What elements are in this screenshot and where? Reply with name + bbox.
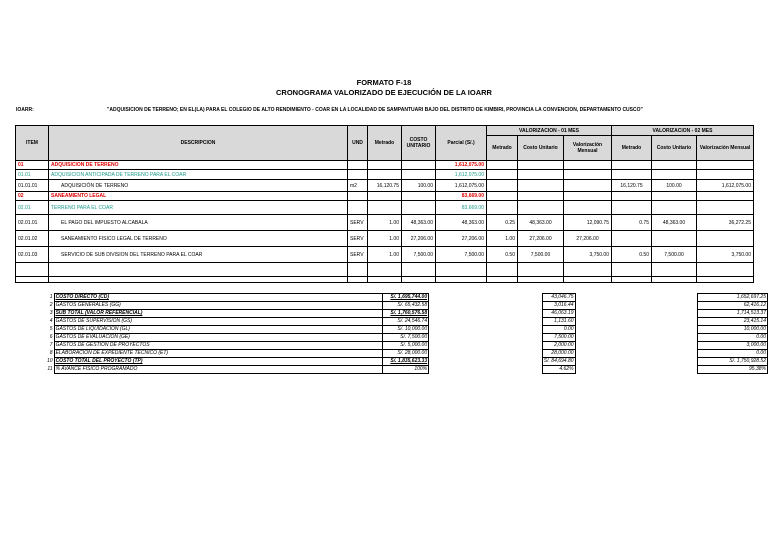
row-m2-cu: 7,500.00: [652, 247, 697, 263]
row-item: 02.01: [16, 201, 49, 215]
summary-total: S/. 28,000.00: [382, 350, 428, 358]
summary-month1: S/. 84,694.80: [543, 358, 574, 364]
summary-month2: 10,000.00: [698, 326, 768, 334]
summary-number: 8: [49, 350, 53, 356]
row-parcial: 1,612,075.00: [436, 180, 487, 192]
row-und: SERV: [348, 215, 368, 231]
summary-spacer: [575, 318, 698, 326]
summary-spacer: [429, 302, 543, 310]
row-metrado: 1.00: [368, 247, 402, 263]
summary-month1: 0.00: [542, 326, 575, 334]
table-row-empty: [16, 277, 754, 283]
row-item: 01: [16, 161, 49, 170]
summary-spacer: [429, 310, 543, 318]
table-row: [16, 170, 754, 180]
row-desc: ADQUISICION DE TERRENO: [49, 161, 348, 170]
summary-label: ELABORACIÓN DE EXPEDIENTE TÉCNICO (ET): [54, 350, 382, 358]
summary-month1: 3,016.44: [542, 302, 575, 310]
table-row: [16, 180, 754, 192]
row-metrado: [368, 201, 402, 215]
summary-month1: 28,000.00: [542, 350, 575, 358]
summary-label: COSTO TOTAL DEL PROYECTO (TP): [54, 358, 382, 366]
summary-row: [46, 294, 768, 302]
row-m1-val: 27,206.00: [564, 231, 612, 247]
row-m1-metrado: 0.50: [487, 247, 518, 263]
summary-row: [46, 342, 768, 350]
row-m2-val: 3,750.00: [697, 247, 754, 263]
table-row: [16, 247, 754, 263]
summary-spacer: [575, 326, 698, 334]
row-desc: SANEAMIENTO FISICO LEGAL DE TERRENO: [49, 231, 348, 247]
row-m1-cu: [518, 180, 564, 192]
summary-label: % AVANCE FISICO PROGRAMADO: [54, 366, 382, 374]
summary-row: [46, 318, 768, 326]
row-desc: SANEAMIENTO LEGAL: [49, 192, 348, 201]
summary-total: S/. 1,835,623.33: [382, 358, 428, 366]
summary-label: COSTO DIRECTO (CD): [54, 294, 382, 302]
summary-month2: 95.38%: [698, 366, 768, 374]
row-m2-metrado: 0.50: [612, 247, 652, 263]
col-mes2-valorizacion: Valorización Mensual: [697, 136, 754, 161]
row-item: 02.01.02: [16, 231, 49, 247]
col-costo-unitario: COSTO UNITARIO: [402, 126, 436, 161]
col-item: ITEM: [16, 126, 49, 161]
summary-number: 6: [49, 334, 53, 340]
summary-row: [46, 310, 768, 318]
table-row: [16, 192, 754, 201]
summary-label: SUB TOTAL (VALOR REFERENCIAL): [54, 310, 382, 318]
row-metrado: 1.00: [368, 215, 402, 231]
summary-row: [46, 326, 768, 334]
summary-total: S/. 7,500.00: [382, 334, 428, 342]
summary-total: S/. 5,000.00: [382, 342, 428, 350]
row-metrado: [368, 192, 402, 201]
row-und: SERV: [348, 231, 368, 247]
col-und: UND: [348, 126, 368, 161]
summary-spacer: [575, 350, 698, 358]
row-m2-cu: [652, 231, 697, 247]
row-parcial: 48,363.00: [436, 215, 487, 231]
row-m2-val: 1,612,075.00: [697, 180, 754, 192]
summary-month1: 46,063.19: [542, 310, 575, 318]
summary-number: 5: [49, 326, 53, 332]
summary-number: 1: [49, 294, 53, 300]
summary-total: S/. 1,760,576.58: [382, 310, 428, 318]
row-desc: SERVICIO DE SUB DIVISION DEL TERRENO PARA EL COAR: [49, 247, 348, 263]
summary-number: 11: [47, 366, 53, 372]
row-cu: [402, 161, 436, 170]
row-und: [348, 170, 368, 180]
summary-month1: 1,131.60: [542, 318, 575, 326]
summary-spacer: [429, 318, 543, 326]
row-cu: [402, 170, 436, 180]
summary-spacer: [429, 342, 543, 350]
row-m1-metrado: 1.00: [487, 231, 518, 247]
summary-number: 7: [49, 342, 53, 348]
table-row: [16, 161, 754, 170]
summary-row: [46, 358, 768, 366]
col-mes2-metrado: Metrado: [612, 136, 652, 161]
summary-spacer: [429, 366, 543, 374]
summary-row: [46, 334, 768, 342]
summary-month2: 1,652,697.25: [698, 294, 768, 302]
summary-number: 3: [49, 310, 53, 316]
row-und: [348, 161, 368, 170]
row-cu: 48,363.00: [402, 215, 436, 231]
col-mes1-metrado: Metrado: [487, 136, 518, 161]
summary-spacer: [429, 350, 543, 358]
row-parcial: 7,500.00: [436, 247, 487, 263]
row-cu: 100.00: [402, 180, 436, 192]
summary-month2: 0.00: [698, 350, 768, 358]
summary-month2: 1,714,513.37: [698, 310, 768, 318]
table-row-empty: [16, 263, 754, 277]
ioarr-value: "ADQUISICION DE TERRENO; EN EL(LA) PARA EL COLEGIO DE ALTO RENDIMIENTO - COAR EN LA LOCALIDAD DE SAMPANTUARI BAJO DEL DISTRITO DE KIMBIRI, PROVINCIA LA CONVENCION, DEPARTAMENTO CUSCO": [107, 107, 643, 113]
row-m1-metrado: [487, 180, 518, 192]
row-m1-cu: 27,206.00: [518, 231, 564, 247]
row-metrado: 1.00: [368, 231, 402, 247]
row-cu: 27,206.00: [402, 231, 436, 247]
row-m2-metrado: [612, 231, 652, 247]
row-m1-cu: 7,500.00: [518, 247, 564, 263]
table-row: [16, 201, 754, 215]
row-parcial: 83,669.00: [436, 192, 487, 201]
row-desc: ADQUISICIÓN DE TERRENO: [49, 180, 348, 192]
row-parcial: 1,612,075.00: [436, 170, 487, 180]
summary-spacer: [429, 294, 543, 302]
summary-month1: 43,046.75: [542, 294, 575, 302]
row-m1-val: 3,750.00: [564, 247, 612, 263]
row-item: 01.01.01: [16, 180, 49, 192]
summary-total: S/. 1,695,744.00: [382, 294, 428, 302]
row-und: [348, 192, 368, 201]
row-metrado: [368, 161, 402, 170]
summary-row: [46, 302, 768, 310]
summary-label: GASTOS DE EVALUACIÓN (GE): [54, 334, 382, 342]
col-parcial: Parcial (S/.): [436, 126, 487, 161]
row-cu: [402, 201, 436, 215]
summary-label: GASTOS DE LIQUIDACION (GL): [54, 326, 382, 334]
col-mes2: VALORIZACION - 02 MES: [612, 126, 754, 136]
table-row: [16, 215, 754, 231]
summary-number: 10: [47, 358, 53, 364]
summary-month1: 7,500.00: [542, 334, 575, 342]
col-descripcion: DESCRIPCION: [49, 126, 348, 161]
summary-spacer: [429, 334, 543, 342]
summary-month1: 2,000.00: [542, 342, 575, 350]
row-desc: EL PAGO DEL IMPUESTO ALCABALA: [49, 215, 348, 231]
row-cu: [402, 192, 436, 201]
summary-spacer: [429, 326, 543, 334]
ioarr-label: IOARR:: [16, 107, 34, 113]
col-mes1-costo: Costo Unitario: [518, 136, 564, 161]
summary-spacer: [575, 302, 698, 310]
row-m1-val: 12,090.75: [564, 215, 612, 231]
summary-spacer: [575, 310, 698, 318]
summary-spacer: [429, 358, 543, 366]
summary-month2: S/. 1,750,928.52: [698, 358, 768, 366]
table-row: [16, 231, 754, 247]
row-metrado: 16,120.75: [368, 180, 402, 192]
row-m1-cu: 48,363.00: [518, 215, 564, 231]
row-cu: 7,500.00: [402, 247, 436, 263]
summary-label: GASTOS DE SUPERVISION (GS): [54, 318, 382, 326]
document-title: CRONOGRAMA VALORIZADO DE EJECUCIÓN DE LA IOARR: [276, 88, 492, 97]
summary-total: 100%: [382, 366, 428, 374]
summary-spacer: [575, 366, 698, 374]
row-item: 01.01: [16, 170, 49, 180]
row-parcial: 83,669.00: [436, 201, 487, 215]
row-desc: TERRENO PARA EL COAR: [49, 201, 348, 215]
col-mes1-valorizacion: Valorización Mensual: [564, 136, 612, 161]
row-m2-metrado: 0.75: [612, 215, 652, 231]
summary-month2: 62,416.12: [698, 302, 768, 310]
row-m1-metrado: 0.25: [487, 215, 518, 231]
col-metrado: Metrado: [368, 126, 402, 161]
row-m2-val: [697, 231, 754, 247]
row-m1-val: [564, 180, 612, 192]
schedule-table: [15, 125, 754, 283]
summary-total: S/. 65,432.58: [382, 302, 428, 310]
summary-label: GASTOS DE GESTIÓN DE PROYECTOS: [54, 342, 382, 350]
summary-total: S/. 10,000.00: [382, 326, 428, 334]
row-und: m2: [348, 180, 368, 192]
row-und: SERV: [348, 247, 368, 263]
summary-number: 2: [49, 302, 53, 308]
summary-table: [46, 293, 768, 374]
summary-row: [46, 366, 768, 374]
row-metrado: [368, 170, 402, 180]
row-parcial: 27,206.00: [436, 231, 487, 247]
summary-spacer: [575, 334, 698, 342]
row-und: [348, 201, 368, 215]
summary-month2: 0.00: [698, 334, 768, 342]
summary-total: S/. 24,546.74: [382, 318, 428, 326]
format-title: FORMATO F-18: [356, 78, 412, 87]
summary-label: GASTOS GENERALES (GG): [54, 302, 382, 310]
summary-spacer: [575, 294, 698, 302]
summary-month1: 4.62%: [542, 366, 575, 374]
summary-number: 4: [49, 318, 53, 324]
row-item: 02.01.03: [16, 247, 49, 263]
summary-row: [46, 350, 768, 358]
col-mes1: VALORIZACION - 01 MES: [487, 126, 612, 136]
row-m2-val: 36,272.25: [697, 215, 754, 231]
row-m2-metrado: 16,120.75: [612, 180, 652, 192]
row-m2-cu: 48,363.00: [652, 215, 697, 231]
summary-spacer: [575, 358, 698, 366]
row-item: 02.01.01: [16, 215, 49, 231]
row-parcial: 1,612,075.00: [436, 161, 487, 170]
summary-month2: 3,000.00: [698, 342, 768, 350]
row-m2-cu: 100.00: [652, 180, 697, 192]
col-mes2-costo: Costo Unitario: [652, 136, 697, 161]
summary-spacer: [575, 342, 698, 350]
row-item: 02: [16, 192, 49, 201]
summary-month2: 23,415.14: [698, 318, 768, 326]
row-desc: ADQUISICION ANTICIPADA DE TERRENO PARA EL COAR: [49, 170, 348, 180]
